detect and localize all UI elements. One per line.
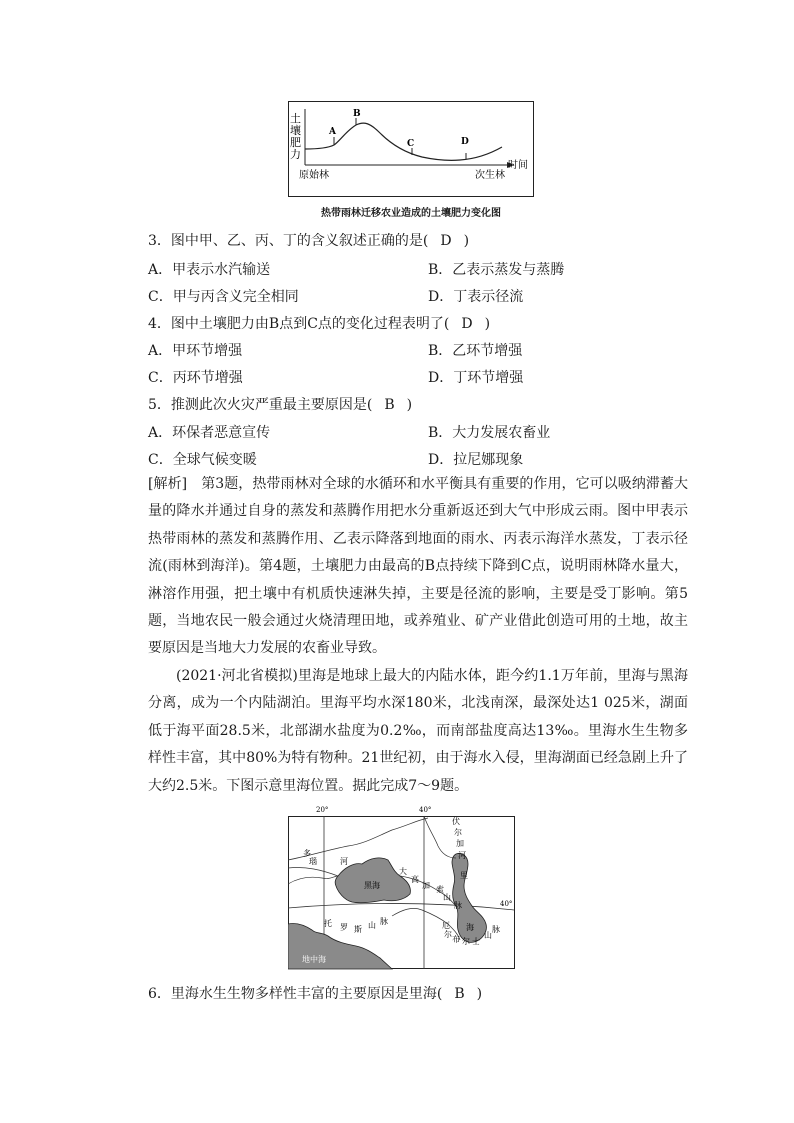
label-danube: 河 bbox=[340, 857, 348, 866]
point-label-b: B bbox=[353, 109, 361, 119]
label-elburz: 尔 bbox=[444, 930, 452, 939]
y-label-char: 肥 bbox=[290, 136, 301, 149]
point-label-a: A bbox=[329, 127, 336, 137]
label-caspian-li: 里 bbox=[460, 871, 468, 880]
q3-option-b: B．乙表示蒸发与蒸腾 bbox=[428, 262, 565, 278]
y-label-char: 土 bbox=[290, 112, 301, 125]
right-label: 次生林 bbox=[475, 170, 505, 181]
q6-stem-text: 6．里海水生生物多样性丰富的主要原因是里海( bbox=[148, 986, 443, 1002]
q4-stem-text: 4．图中土壤肥力由B点到C点的变化过程表明了( bbox=[148, 316, 450, 332]
q3-answer: D bbox=[440, 233, 452, 249]
label-taurus: 斯 bbox=[354, 925, 362, 934]
q5-answer: B bbox=[384, 397, 395, 413]
x-axis-label: 时间 bbox=[508, 160, 528, 171]
label-caucasus: 高 bbox=[411, 875, 419, 884]
label-caucasus: 加 bbox=[422, 881, 430, 890]
left-label: 原始林 bbox=[299, 170, 329, 181]
q3-option-c: C．甲与丙含义完全相同 bbox=[148, 289, 299, 305]
label-caucasus: 大 bbox=[399, 867, 407, 876]
q3-option-d: D．丁表示径流 bbox=[428, 289, 524, 305]
label-taurus: 罗 bbox=[340, 923, 348, 932]
chart-frame bbox=[289, 102, 534, 197]
label-black-sea: 黑海 bbox=[364, 881, 380, 890]
label-volga: 河 bbox=[458, 851, 466, 860]
q5-stem-text: 5．推测此次火灾严重最主要原因是( bbox=[148, 397, 373, 413]
q6-answer: B bbox=[454, 986, 465, 1002]
q3-close: ) bbox=[463, 233, 470, 249]
label-taurus: 脉 bbox=[380, 917, 388, 926]
q4-close: ) bbox=[484, 316, 491, 332]
q6-stem bbox=[148, 985, 482, 1003]
label-caucasus: 索 bbox=[436, 885, 444, 894]
q3-option-a: A．甲表示水汽输送 bbox=[148, 262, 271, 278]
lon-20-label: 20° bbox=[316, 806, 329, 814]
label-taurus: 山 bbox=[368, 921, 376, 930]
q4-answer: D bbox=[461, 316, 473, 332]
q4-option-d: D．丁环节增强 bbox=[428, 370, 524, 386]
q4-option-b: B．乙环节增强 bbox=[428, 343, 523, 359]
label-elburz: 尔 bbox=[462, 937, 470, 946]
label-taurus: 托 bbox=[324, 919, 332, 928]
label-elburz: 布 bbox=[452, 935, 460, 944]
q5-option-a: A．环保者恶意宣传 bbox=[148, 425, 271, 441]
label-elburz: 脉 bbox=[492, 925, 500, 934]
soil-fertility-chart bbox=[288, 101, 534, 197]
lat-40-label: 40° bbox=[500, 900, 513, 908]
analysis-paragraph: [解析] 第3题，热带雨林对全球的水循环和水平衡具有重要的作用，它可以吸纳滞蓄大量的降水并通过自身的蒸发和蒸腾作用把水分重新返还到大气中形成云雨。图中甲表示热带雨林的蒸发和蒸腾作用、乙表示降落到地面的雨水、丙表示海洋水蒸发，丁表示径流(雨林到海洋)。第4题，土壤肥力由最高的B点持续下降到C点，说明雨林降水量大，淋溶作用强，把土壤中有机质快速淋失掉，主要是径流的影响，主要是受丁影响。第5题，当地农民一般会通过火烧清理田地，或养殖业、矿产业借此创造可用的土地，故主要原因是当地大力发展的农畜业导致。 bbox=[148, 476, 688, 657]
q5-option-b: B．大力发展农畜业 bbox=[428, 425, 551, 441]
intro-paragraph: (2021·河北省模拟)里海是地球上最大的内陆水体，距今约1.1万年前，里海与黑海分离，成为一个内陆湖泊。里海平均水深180米，北浅南深，最深处达1 025米，湖面低于海平面28.5米，北部湖水盐度为0.2‰，而南部盐度高达13‰。里海水生生物多样性丰富，其中80%为特有物种。21世纪初，由于海水入侵，里海湖面已经急剧上升了大约2.5米。下图示意里海位置。据此完成7～9题。 bbox=[148, 668, 688, 794]
label-volga: 加 bbox=[456, 839, 464, 848]
label-elburz: 士 bbox=[472, 937, 480, 946]
label-volga: 伏 bbox=[452, 817, 460, 826]
q5-option-d: D．拉尼娜现象 bbox=[428, 452, 524, 468]
q4-stem bbox=[148, 315, 490, 333]
label-danube: 多 bbox=[303, 849, 311, 858]
y-label-char: 壤 bbox=[290, 124, 301, 137]
y-label-char: 力 bbox=[290, 148, 301, 161]
label-elburz: 厄 bbox=[442, 921, 450, 930]
lon-40-label: 40° bbox=[419, 806, 432, 814]
label-mediterranean: 地中海 bbox=[302, 955, 326, 964]
q6-close: ) bbox=[476, 986, 483, 1002]
figure1-caption: 热带雨林迁移农业造成的土壤肥力变化图 bbox=[321, 208, 501, 219]
q4-option-c: C．丙环节增强 bbox=[148, 370, 243, 386]
point-label-d: D bbox=[461, 137, 469, 147]
label-volga: 尔 bbox=[454, 828, 462, 837]
label-danube: 瑙 bbox=[309, 857, 317, 866]
q3-stem bbox=[148, 232, 469, 250]
label-caucasus: 山 bbox=[443, 893, 451, 902]
q5-close: ) bbox=[406, 397, 413, 413]
q3-stem-text: 3．图中甲、乙、丙、丁的含义叙述正确的是( bbox=[148, 233, 429, 249]
q5-option-c: C．全球气候变暖 bbox=[148, 452, 257, 468]
q4-option-a: A．甲环节增强 bbox=[148, 343, 243, 359]
label-caspian-hai: 海 bbox=[466, 923, 474, 932]
label-elburz: 山 bbox=[484, 931, 492, 940]
label-caucasus: 脉 bbox=[454, 901, 462, 910]
q5-stem bbox=[148, 396, 412, 414]
caspian-sea-map bbox=[288, 806, 516, 970]
point-label-c: C bbox=[407, 139, 415, 149]
